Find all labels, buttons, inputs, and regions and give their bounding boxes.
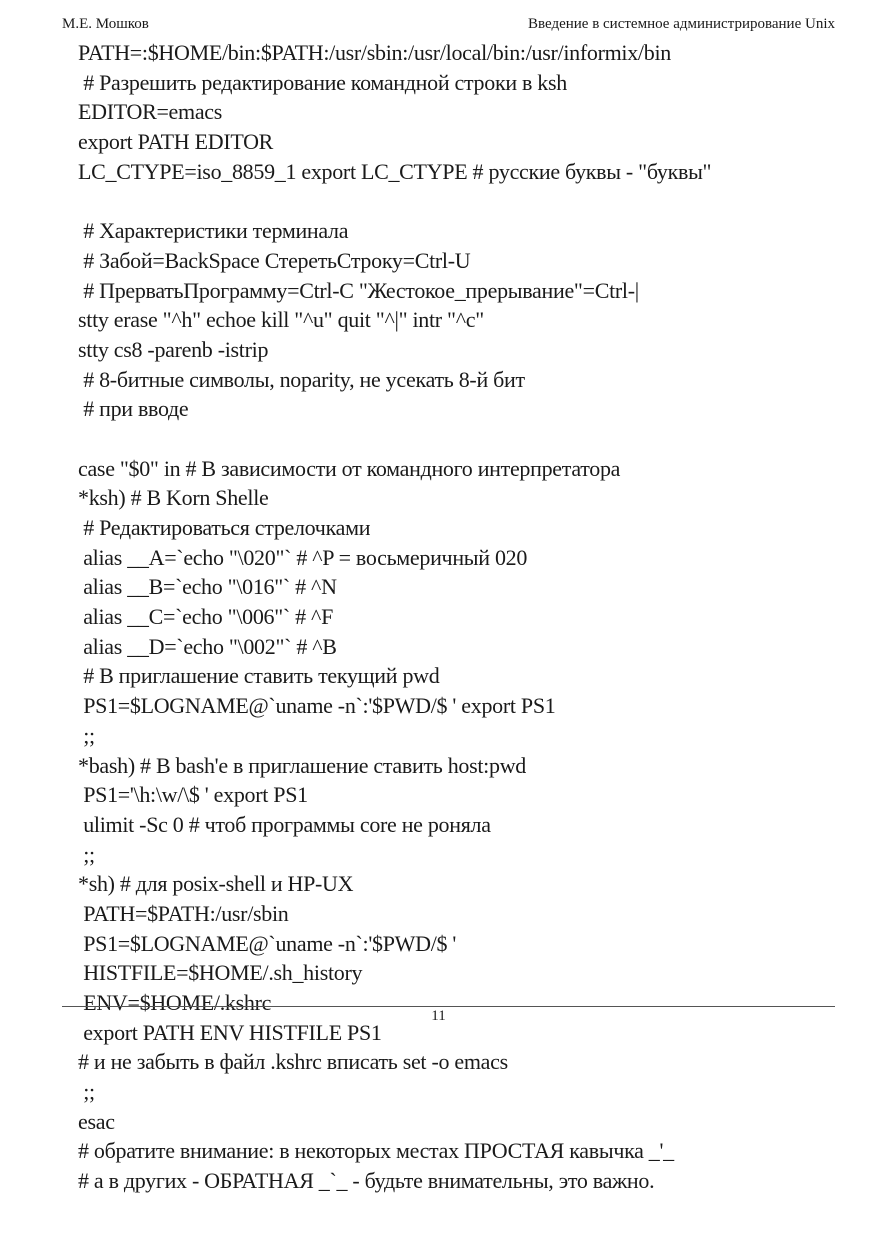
code-line: PATH=:$HOME/bin:$PATH:/usr/sbin:/usr/local/bin:/usr/informix/bin — [78, 40, 671, 65]
code-line: # Редактироваться стрелочками — [78, 515, 371, 540]
page-number: 11 — [431, 1008, 446, 1024]
code-line: stty cs8 -parenb -istrip — [78, 336, 269, 362]
code-line: PS1=$LOGNAME@`uname -n`:'$PWD/$ ' — [78, 930, 457, 956]
code-line: esac — [78, 1108, 115, 1134]
code-line: export PATH EDITOR — [78, 129, 274, 155]
code-line: stty erase "^h" echoe kill "^u" quit "^|" intr "^c" — [78, 307, 484, 333]
code-line: ENV=$HOME/.kshrc — [78, 990, 272, 1015]
code-line: # при вводе — [78, 396, 189, 422]
code-line: ;; — [78, 1079, 95, 1105]
code-line: PATH=$PATH:/usr/sbin — [78, 900, 289, 926]
code-line: alias __D=`echo "\002"` # ^B — [78, 633, 337, 659]
code-line: # В приглашение ставить текущий pwd — [78, 663, 440, 689]
code-line: ;; — [78, 841, 95, 867]
code-line: ulimit -Sc 0 # чтоб программы core не роняла — [78, 811, 491, 837]
code-line: LC_CTYPE=iso_8859_1 export LC_CTYPE # русские буквы - "буквы" — [78, 158, 712, 184]
code-line: # Разрешить редактирование командной строки в ksh — [78, 69, 567, 95]
code-line: # ПрерватьПрограмму=Ctrl-C "Жестокое_прерывание"=Ctrl-| — [78, 277, 639, 303]
code-line: *sh) # для posix-shell и HP-UX — [78, 871, 354, 897]
code-line: EDITOR=emacs — [78, 99, 223, 125]
code-line: HISTFILE=$HOME/.sh_history — [78, 960, 363, 986]
code-line: *bash) # В bash'e в приглашение ставить host:pwd — [78, 752, 526, 778]
code-line: ;; — [78, 722, 95, 748]
code-line: PS1='\h:\w/\$ ' export PS1 — [78, 782, 308, 808]
header-author: М.Е. Мошков — [62, 16, 149, 32]
code-line: *ksh) # В Korn Shelle — [78, 485, 269, 511]
page-header — [62, 16, 835, 38]
code-line: # Характеристики терминала — [78, 218, 349, 244]
code-line: # 8-битные символы, noparity, не усекать 8-й бит — [78, 366, 525, 392]
code-line: alias __C=`echo "\006"` # ^F — [78, 604, 334, 630]
code-line: alias __B=`echo "\016"` # ^N — [78, 574, 337, 600]
code-line: # а в других - ОБРАТНАЯ _`_ - будьте внимательны, это важно. — [78, 1168, 655, 1194]
code-line: alias __A=`echo "\020"` # ^P = восьмеричный 020 — [78, 544, 528, 570]
header-title: Введение в системное администрирование Unix — [527, 16, 835, 32]
code-line: export PATH ENV HISTFILE PS1 — [78, 1019, 382, 1045]
code-line: # Забой=BackSpace СтеретьСтроку=Ctrl-U — [78, 247, 471, 273]
footer-divider — [62, 1006, 835, 1007]
code-line — [78, 186, 858, 216]
code-line: case "$0" in # В зависимости от командного интерпретатора — [78, 455, 621, 481]
code-line: # обратите внимание: в некоторых местах ПРОСТАЯ кавычка _'_ — [78, 1138, 674, 1164]
code-line: # и не забыть в файл .kshrc вписать set -o emacs — [78, 1049, 508, 1075]
code-line — [78, 424, 858, 454]
code-line: PS1=$LOGNAME@`uname -n`:'$PWD/$ ' export PS1 — [78, 693, 556, 719]
